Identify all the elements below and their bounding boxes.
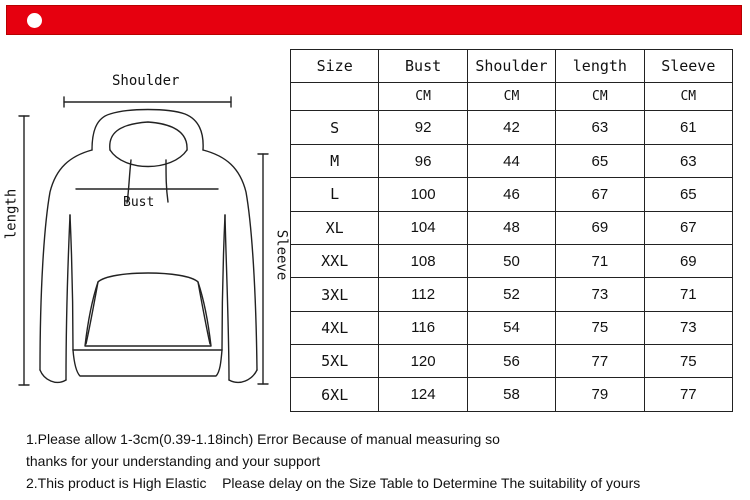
- table-cell: 67: [644, 211, 732, 244]
- notes: [26, 428, 640, 494]
- table-cell: 71: [556, 244, 644, 277]
- table-cell: 124: [379, 378, 467, 412]
- table-cell: 77: [644, 378, 732, 412]
- table-cell: 79: [556, 378, 644, 412]
- table-row: [291, 244, 733, 277]
- table-row: [291, 311, 733, 344]
- hoodie-outline-icon: [0, 55, 290, 405]
- header-length: length: [556, 50, 644, 83]
- table-cell: 65: [644, 178, 732, 211]
- table-cell: 116: [379, 311, 467, 344]
- table-cell: 75: [556, 311, 644, 344]
- table-cell: 52: [467, 278, 555, 311]
- size-cell: 4XL: [291, 311, 379, 344]
- unit-cell: CM: [467, 83, 555, 111]
- table-cell: 54: [467, 311, 555, 344]
- size-cell: 3XL: [291, 278, 379, 311]
- table-cell: 120: [379, 345, 467, 378]
- bust-label: Bust: [123, 195, 155, 210]
- table-row: [291, 178, 733, 211]
- table-cell: 44: [467, 144, 555, 177]
- table-cell: 77: [556, 345, 644, 378]
- unit-cell: CM: [556, 83, 644, 111]
- table-cell: 104: [379, 211, 467, 244]
- table-cell: 46: [467, 178, 555, 211]
- table-cell: 42: [467, 111, 555, 144]
- table-cell: 63: [644, 144, 732, 177]
- table-cell: 48: [467, 211, 555, 244]
- table-row: [291, 378, 733, 412]
- table-cell: 96: [379, 144, 467, 177]
- table-cell: 58: [467, 378, 555, 412]
- table-row: [291, 111, 733, 144]
- size-cell: 5XL: [291, 345, 379, 378]
- table-cell: 63: [556, 111, 644, 144]
- table-units-row: [291, 83, 733, 111]
- table-cell: 56: [467, 345, 555, 378]
- length-label: length: [3, 188, 20, 240]
- table-cell: 73: [644, 311, 732, 344]
- unit-cell: [291, 83, 379, 111]
- table-cell: 69: [644, 244, 732, 277]
- note-line-3: 2.This product is High Elastic Please delay on the Size Table to Determine The suitability of yours: [26, 475, 641, 491]
- unit-cell: CM: [644, 83, 732, 111]
- table-cell: 100: [379, 178, 467, 211]
- table-header-row: [291, 50, 733, 83]
- table-cell: 61: [644, 111, 732, 144]
- note-line-2: thanks for your understanding and your support: [26, 453, 321, 469]
- size-cell: L: [291, 178, 379, 211]
- note-line-1: 1.Please allow 1-3cm(0.39-1.18inch) Error Because of manual measuring so: [26, 431, 500, 447]
- sleeve-label: Sleeve: [273, 229, 290, 281]
- size-table: [290, 49, 733, 412]
- table-cell: 112: [379, 278, 467, 311]
- header-shoulder: Shoulder: [467, 50, 555, 83]
- size-cell: XXL: [291, 244, 379, 277]
- table-cell: 65: [556, 144, 644, 177]
- header-size: Size: [291, 50, 379, 83]
- table-cell: 73: [556, 278, 644, 311]
- table-row: [291, 211, 733, 244]
- size-cell: S: [291, 111, 379, 144]
- header-bust: Bust: [379, 50, 467, 83]
- table-cell: 75: [644, 345, 732, 378]
- table-row: [291, 278, 733, 311]
- table-row: [291, 345, 733, 378]
- table-row: [291, 144, 733, 177]
- header-sleeve: Sleeve: [644, 50, 732, 83]
- header-banner: [6, 5, 742, 35]
- table-cell: 92: [379, 111, 467, 144]
- size-cell: XL: [291, 211, 379, 244]
- unit-cell: CM: [379, 83, 467, 111]
- table-cell: 108: [379, 244, 467, 277]
- shoulder-label: Shoulder: [112, 73, 180, 89]
- table-cell: 67: [556, 178, 644, 211]
- table-cell: 50: [467, 244, 555, 277]
- white-circle-icon: [27, 13, 42, 28]
- size-cell: M: [291, 144, 379, 177]
- table-cell: 69: [556, 211, 644, 244]
- size-cell: 6XL: [291, 378, 379, 412]
- table-cell: 71: [644, 278, 732, 311]
